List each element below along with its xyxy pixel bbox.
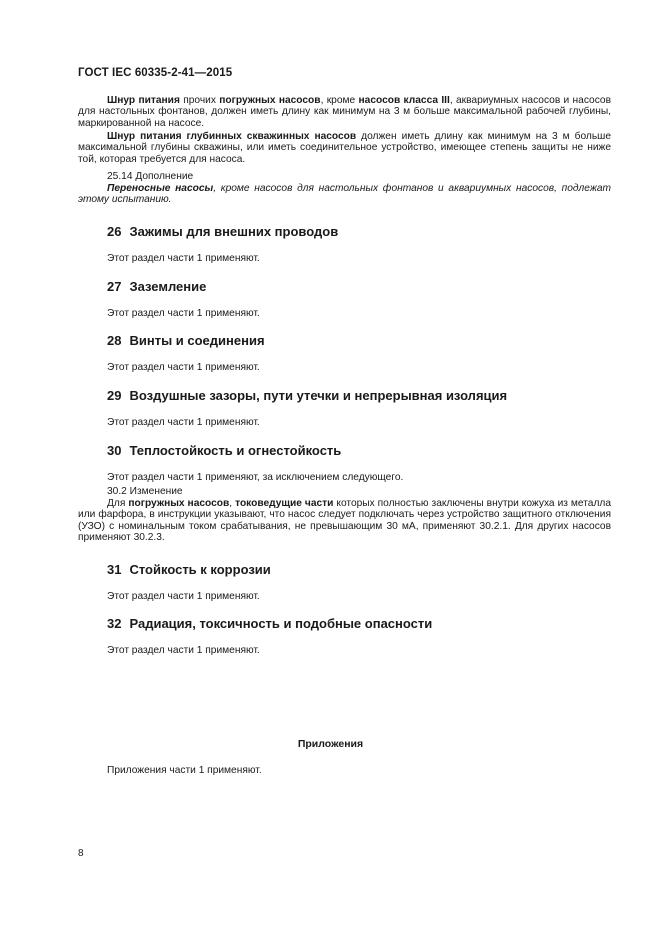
section-31-heading: 31 Стойкость к коррозии bbox=[107, 562, 271, 577]
term-live-parts: токоведущие части bbox=[235, 498, 334, 509]
power-cord-paragraph: Шнур питания прочих погружных насосов, кроме насосов класса III, аквариумных насосов и насосов для настольных фонтанов, должен иметь длину как минимум на 3 м больше максимальной рабочей глубины, маркированной на насосе. bbox=[78, 95, 612, 129]
section-32-heading: 32 Радиация, токсичность и подобные опасности bbox=[107, 616, 433, 631]
section-29-text: Этот раздел части 1 применяют. bbox=[107, 417, 260, 428]
section-27-heading: 27 Заземление bbox=[107, 279, 207, 294]
term-portable-pumps: Переносные насосы bbox=[107, 183, 214, 194]
term-class-iii-pumps: насосов класса III bbox=[358, 95, 450, 106]
section-26-text: Этот раздел части 1 применяют. bbox=[107, 253, 260, 264]
section-29-heading: 29 Воздушные зазоры, пути утечки и непрерывная изоляция bbox=[107, 388, 508, 403]
annexes-heading: Приложения bbox=[297, 738, 364, 750]
section-30-heading: 30 Теплостойкость и огнестойкость bbox=[107, 443, 342, 458]
term-power-cord: Шнур питания bbox=[107, 95, 180, 106]
annexes-text: Приложения части 1 применяют. bbox=[107, 765, 262, 776]
term-borehole-cord: Шнур питания глубинных скважинных насосов bbox=[107, 131, 357, 142]
section-32-text: Этот раздел части 1 применяют. bbox=[107, 645, 260, 656]
page-number: 8 bbox=[78, 848, 84, 859]
section-31-text: Этот раздел части 1 применяют. bbox=[107, 591, 260, 602]
term-submersible-pumps-2: погружных насосов bbox=[128, 498, 230, 509]
section-30-text: Этот раздел части 1 применяют, за исключением следующего. bbox=[107, 472, 404, 483]
clause-25-14: 25.14 Дополнение bbox=[107, 171, 194, 182]
section-28-heading: 28 Винты и соединения bbox=[107, 333, 265, 348]
document-header: ГОСТ IEC 60335-2-41—2015 bbox=[78, 67, 233, 79]
borehole-cord-paragraph: Шнур питания глубинных скважинных насосов должен иметь длину как минимум на 3 м больше максимальной глубины скважины, или иметь соединительное устройство, имеющее степень защиты не ниже той, которая требуется для насоса. bbox=[78, 131, 611, 165]
clause-30-2: 30.2 Изменение bbox=[107, 486, 183, 497]
portable-pumps-paragraph: Переносные насосы, кроме насосов для настольных фонтанов и аквариумных насосов, подлежат этому испытанию. bbox=[78, 183, 611, 206]
section-28-text: Этот раздел части 1 применяют. bbox=[107, 362, 260, 373]
section-27-text: Этот раздел части 1 применяют. bbox=[107, 308, 260, 319]
section-30-2-paragraph: Для погружных насосов, токоведущие части которых полностью заключены внутри кожуха из металла или фарфора, в инструкции указывают, что насос следует подключать через устройство защитного отключения (УЗО) с номинальным током срабатывания, не превышающим 30 мА, применяют 30.2.1. Для других насосов применяют 30.2.3. bbox=[78, 498, 611, 543]
term-submersible-pumps: погружных насосов bbox=[219, 95, 321, 106]
section-26-heading: 26 Зажимы для внешних проводов bbox=[107, 224, 339, 239]
